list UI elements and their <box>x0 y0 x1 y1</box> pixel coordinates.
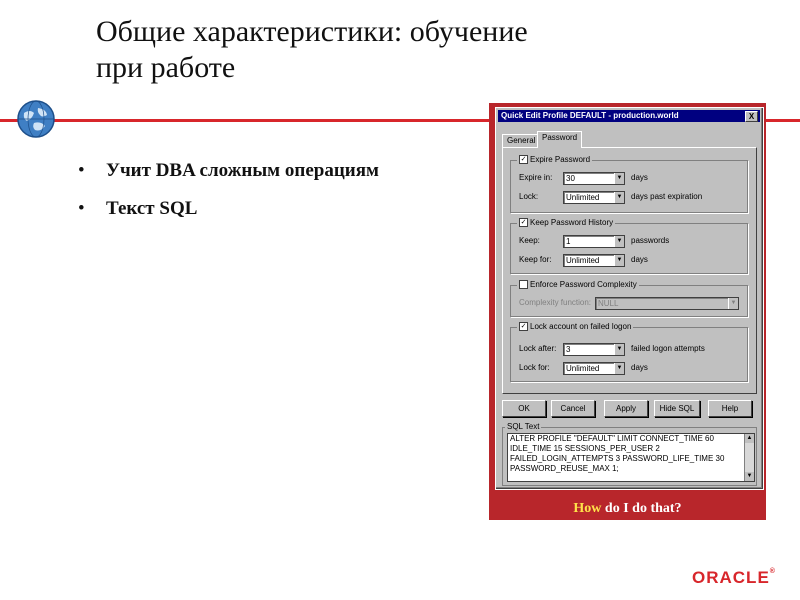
slide-title-line2: при работе <box>96 51 236 84</box>
scroll-down-icon[interactable]: ▼ <box>746 473 753 479</box>
lock-for-combo[interactable] <box>563 362 625 375</box>
sql-textarea[interactable] <box>507 433 755 482</box>
close-button[interactable]: X <box>745 111 758 122</box>
dropdown-arrow-icon[interactable]: ▼ <box>614 236 624 247</box>
lock-combo[interactable] <box>563 191 625 204</box>
expire-in-value: 30 <box>566 174 575 183</box>
keep-for-label: Keep for: <box>519 255 552 264</box>
scroll-up-icon[interactable]: ▲ <box>746 435 753 441</box>
checkbox-checked-icon: ✓ <box>520 219 527 227</box>
keep-value: 1 <box>566 237 571 246</box>
sql-text-group <box>502 422 757 486</box>
globe-icon <box>16 99 56 139</box>
bullet-text: Текст SQL <box>106 198 198 219</box>
lock-after-label: Lock after: <box>519 344 557 353</box>
quick-edit-profile-dialog <box>495 107 764 490</box>
bullet-marker: • <box>78 198 85 219</box>
dialog-title: Quick Edit Profile DEFAULT - production.world <box>501 111 679 120</box>
lock-account-group <box>510 322 748 382</box>
lock-account-checkbox[interactable] <box>517 322 633 332</box>
lock-unit: days past expiration <box>631 192 703 201</box>
expire-in-combo[interactable] <box>563 172 625 185</box>
complexity-function-combo[interactable] <box>595 297 739 310</box>
tab-password[interactable]: Password <box>537 131 582 148</box>
checkbox-unchecked-icon <box>519 280 528 289</box>
slide-title <box>96 14 716 86</box>
slide-title-line1: Общие характеристики: обучение <box>96 15 528 48</box>
bullet-list <box>78 156 408 232</box>
how-word: How <box>573 501 602 516</box>
apply-button[interactable]: Apply <box>604 400 648 417</box>
oracle-logo <box>692 568 776 588</box>
lock-for-value: Unlimited <box>566 364 600 373</box>
sql-line: IDLE_TIME 15 SESSIONS_PER_USER 2 <box>510 444 660 453</box>
dropdown-arrow-icon[interactable]: ▼ <box>614 344 624 355</box>
keep-history-checkbox[interactable] <box>517 218 615 228</box>
complexity-checkbox[interactable] <box>517 280 639 290</box>
keep-combo[interactable] <box>563 235 625 248</box>
expire-password-label: Expire Password <box>530 155 591 164</box>
complexity-label: Enforce Password Complexity <box>530 280 637 289</box>
dropdown-arrow-icon[interactable]: ▼ <box>614 363 624 374</box>
bullet-item <box>78 194 408 223</box>
how-rest: do I do that? <box>604 501 682 516</box>
dropdown-arrow-icon[interactable]: ▼ <box>728 298 738 309</box>
sql-line: PASSWORD_REUSE_MAX 1; <box>510 464 619 473</box>
expire-password-group <box>510 155 748 213</box>
tab-general[interactable]: General <box>502 134 540 147</box>
expire-in-unit: days <box>631 173 648 182</box>
lock-after-unit: failed logon attempts <box>631 344 705 353</box>
dropdown-arrow-icon[interactable]: ▼ <box>614 255 624 266</box>
lock-value: Unlimited <box>566 193 600 202</box>
oracle-logo-text: ORACLE <box>692 568 770 587</box>
dialog-titlebar[interactable] <box>498 110 760 122</box>
lock-after-combo[interactable] <box>563 343 625 356</box>
bullet-item <box>78 156 408 185</box>
expire-in-label: Expire in: <box>519 173 553 182</box>
lock-for-label: Lock for: <box>519 363 550 372</box>
sql-scrollbar[interactable] <box>744 434 754 481</box>
complexity-group <box>510 280 748 317</box>
cancel-button[interactable]: Cancel <box>551 400 595 417</box>
keep-unit: passwords <box>631 236 670 245</box>
keep-label: Keep: <box>519 236 540 245</box>
expire-password-checkbox[interactable] <box>517 155 592 165</box>
lock-for-unit: days <box>631 363 648 372</box>
checkbox-checked-icon: ✓ <box>520 156 527 164</box>
lock-account-label: Lock account on failed logon <box>530 322 632 331</box>
keep-for-combo[interactable] <box>563 254 625 267</box>
complexity-function-label: Complexity function: <box>519 298 592 307</box>
hide-sql-button[interactable]: Hide SQL <box>654 400 700 417</box>
keep-history-group <box>510 218 748 274</box>
help-button[interactable]: Help <box>708 400 752 417</box>
how-do-i-bar[interactable] <box>489 497 766 520</box>
sql-text-label: SQL Text <box>507 422 540 431</box>
complexity-function-value: NULL <box>598 299 619 308</box>
lock-after-value: 3 <box>566 345 571 354</box>
checkbox-checked-icon: ✓ <box>520 323 527 331</box>
registered-mark: ® <box>769 568 776 575</box>
keep-history-label: Keep Password History <box>530 218 614 227</box>
lock-label: Lock: <box>519 192 539 201</box>
dropdown-arrow-icon[interactable]: ▼ <box>614 173 624 184</box>
bullet-text: Учит DBA сложным операциям <box>106 160 379 181</box>
sql-line: ALTER PROFILE "DEFAULT" LIMIT CONNECT_TIME 60 <box>510 434 714 443</box>
keep-for-value: Unlimited <box>566 256 600 265</box>
keep-for-unit: days <box>631 255 648 264</box>
ok-button[interactable]: OK <box>502 400 546 417</box>
sql-line: FAILED_LOGIN_ATTEMPTS 3 PASSWORD_LIFE_TIME 30 <box>510 454 725 463</box>
dropdown-arrow-icon[interactable]: ▼ <box>614 192 624 203</box>
bullet-marker: • <box>78 160 85 181</box>
